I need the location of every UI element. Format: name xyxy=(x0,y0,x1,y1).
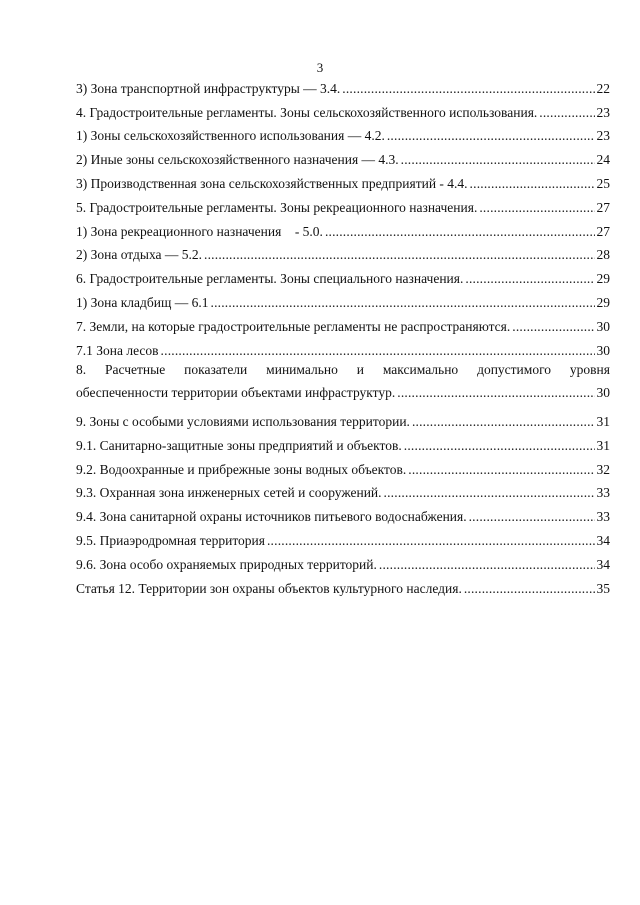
dot-leader xyxy=(464,581,595,596)
toc-entry-title: 4. Градостроительные регламенты. Зоны сельскохозяйственного использования. xyxy=(76,104,538,120)
toc-entry-page: 30 xyxy=(596,342,610,358)
toc-entry xyxy=(76,262,610,286)
toc-entry-page: 23 xyxy=(596,104,610,120)
toc-entry-page: 25 xyxy=(596,175,610,191)
toc-entry xyxy=(76,405,610,429)
dot-leader xyxy=(267,533,595,548)
dot-leader xyxy=(342,81,594,96)
dot-leader xyxy=(465,271,594,286)
dot-leader xyxy=(408,462,594,477)
toc-entry xyxy=(76,334,610,358)
toc-entry xyxy=(76,120,610,144)
toc-entry xyxy=(76,191,610,215)
toc-entry-title: 2) Иные зоны сельскохозяйственного назначения — 4.3. xyxy=(76,152,399,168)
toc-entry xyxy=(76,500,610,524)
dot-leader xyxy=(325,224,595,239)
dot-leader xyxy=(539,105,594,120)
toc-entry-page: 34 xyxy=(596,532,610,548)
toc-entry-page: 29 xyxy=(596,271,610,287)
toc-entry xyxy=(76,358,610,406)
toc-entry xyxy=(76,572,610,596)
dot-leader xyxy=(404,438,595,453)
toc-entry xyxy=(76,167,610,191)
toc-entry-page: 23 xyxy=(596,128,610,144)
toc-entry-page: 29 xyxy=(596,294,610,310)
toc-entry-page: 30 xyxy=(596,318,610,334)
toc-entry-title: 7. Земли, на которые градостроительные регламенты не распространяются. xyxy=(76,318,511,334)
toc-entry-title: 7.1 Зона лесов xyxy=(76,342,159,358)
dot-leader xyxy=(397,385,594,400)
toc-entry-page: 27 xyxy=(596,199,610,215)
toc-entry-title: 5. Градостроительные регламенты. Зоны рекреационного назначения. xyxy=(76,199,478,215)
toc-entry-title: 9. Зоны с особыми условиями использования территории. xyxy=(76,413,410,429)
toc-entry-page: 24 xyxy=(596,152,610,168)
page-number: 3 xyxy=(316,60,324,75)
toc-entry-title: 1) Зона рекреационного назначения - 5.0. xyxy=(76,223,323,239)
toc-entry-page: 31 xyxy=(596,413,610,429)
dot-leader xyxy=(469,509,595,524)
dot-leader xyxy=(479,200,594,215)
toc-entry-title: 9.3. Охранная зона инженерных сетей и сооружений. xyxy=(76,485,382,501)
toc-entry-page: 30 xyxy=(596,385,610,401)
toc-entry xyxy=(76,310,610,334)
toc-entry xyxy=(76,429,610,453)
toc-entry xyxy=(76,524,610,548)
toc-entry-title: 3) Зона транспортной инфраструктуры — 3.4. xyxy=(76,80,341,96)
toc-entry-title: 9.5. Приаэродромная территория xyxy=(76,532,265,548)
toc-entry-page: 27 xyxy=(596,223,610,239)
toc-entry-title: 1) Зона кладбищ — 6.1 xyxy=(76,294,209,310)
toc-entry-page: 34 xyxy=(596,556,610,572)
toc-entry-title: 9.6. Зона особо охраняемых природных территорий. xyxy=(76,556,377,572)
toc-entry-title: 9.1. Санитарно-защитные зоны предприятий и объектов. xyxy=(76,437,402,453)
dot-leader xyxy=(384,485,595,500)
dot-leader xyxy=(379,557,595,572)
toc-entry xyxy=(76,72,610,96)
toc-entry xyxy=(76,548,610,572)
toc-entry-page: 28 xyxy=(596,247,610,263)
toc-entry xyxy=(76,239,610,263)
toc-entry-title: 9.4. Зона санитарной охраны источников питьевого водоснабжения. xyxy=(76,509,467,525)
toc-entry-title: 9.2. Водоохранные и прибрежные зоны водных объектов. xyxy=(76,461,407,477)
toc-entry xyxy=(76,96,610,120)
toc-entry-title: 1) Зоны сельскохозяйственного использования — 4.2. xyxy=(76,128,385,144)
dot-leader xyxy=(412,414,595,429)
toc-entry-title: 6. Градостроительные регламенты. Зоны специального назначения. xyxy=(76,271,464,287)
toc-entry-title: Статья 12. Территории зон охраны объектов культурного наследия. xyxy=(76,580,462,596)
toc-entry-page: 32 xyxy=(596,461,610,477)
toc-entry-page: 33 xyxy=(596,485,610,501)
toc-entry xyxy=(76,143,610,167)
dot-leader xyxy=(387,128,595,143)
table-of-contents xyxy=(76,72,610,596)
toc-entry-title-line2: обеспеченности территории объектами инфраструктур. xyxy=(76,385,396,401)
toc-entry-title-line1: 8. Расчетные показатели минимально и максимально допустимого уровня xyxy=(76,361,610,377)
dot-leader xyxy=(401,152,595,167)
toc-entry xyxy=(76,215,610,239)
dot-leader xyxy=(512,319,594,334)
dot-leader xyxy=(161,343,595,358)
toc-entry xyxy=(76,477,610,501)
dot-leader xyxy=(204,247,594,262)
toc-entry-page: 31 xyxy=(596,437,610,453)
dot-leader xyxy=(470,176,595,191)
dot-leader xyxy=(211,295,595,310)
toc-entry-page: 33 xyxy=(596,509,610,525)
toc-entry-title: 2) Зона отдыха — 5.2. xyxy=(76,247,203,263)
toc-entry xyxy=(76,286,610,310)
toc-entry-page: 22 xyxy=(596,80,610,96)
toc-entry xyxy=(76,453,610,477)
toc-entry-title: 3) Производственная зона сельскохозяйственных предприятий - 4.4. xyxy=(76,175,468,191)
toc-entry-page: 35 xyxy=(596,580,610,596)
